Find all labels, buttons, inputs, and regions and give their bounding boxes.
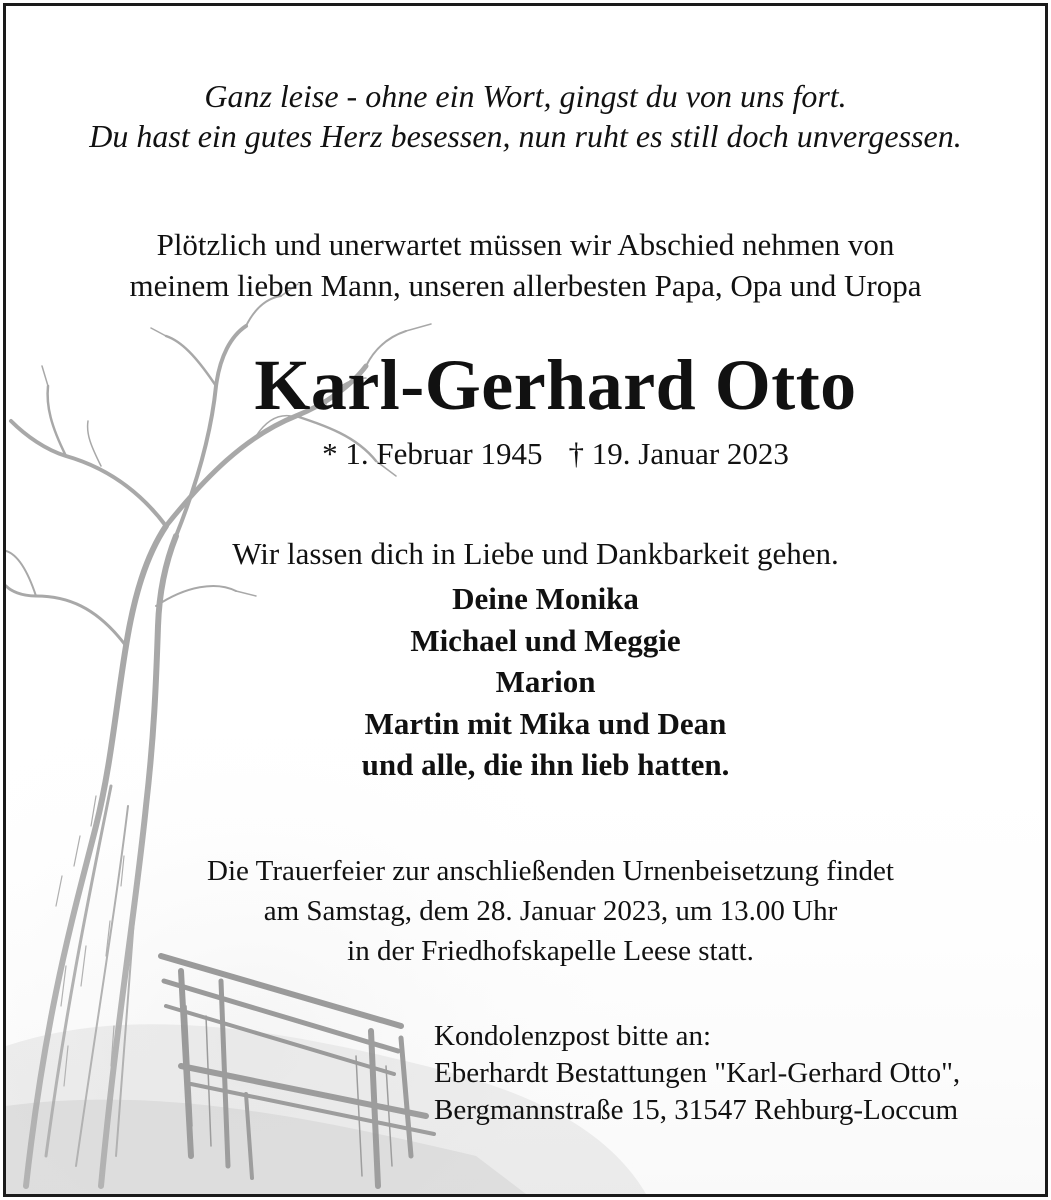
family-line-1: Deine Monika — [452, 581, 639, 616]
intro-line-1: Plötzlich und unerwartet müssen wir Abschied nehmen von — [156, 227, 895, 262]
motto-line-2: Du hast ein gutes Herz besessen, nun ruht es still doch unvergessen. — [89, 118, 962, 154]
obituary-frame — [3, 3, 1048, 1197]
family-line-4: Martin mit Mika und Dean — [364, 705, 727, 741]
family-line-5: und alle, die ihn lieb hatten. — [361, 747, 730, 782]
service-line-3: in der Friedhofskapelle Leese statt. — [347, 935, 754, 967]
birth-date: * 1. Februar 1945 — [322, 436, 543, 471]
intro-line-2: meinem lieben Mann, unseren allerbesten Papa, Opa und Uropa — [129, 268, 922, 303]
farewell-text: Wir lassen dich in Liebe und Dankbarkeit gehen. — [232, 536, 839, 571]
intro-text — [6, 224, 1045, 306]
family-signatures — [6, 578, 1045, 786]
condolence-line-2: Eberhardt Bestattungen "Karl-Gerhard Otto", — [434, 1057, 961, 1089]
funeral-service-info — [6, 851, 1045, 971]
family-line-3: Marion — [495, 664, 596, 699]
life-dates — [6, 434, 1045, 474]
family-line-2: Michael und Meggie — [410, 622, 681, 658]
condolence-line-1: Kondolenzpost bitte an: — [434, 1020, 712, 1052]
service-line-1: Die Trauerfeier zur anschließenden Urnenbeisetzung findet — [207, 855, 894, 887]
motto-verse — [6, 76, 1045, 156]
service-line-2: am Samstag, dem 28. Januar 2023, um 13.00 Uhr — [263, 895, 838, 927]
motto-line-1: Ganz leise - ohne ein Wort, gingst du von uns fort. — [204, 78, 847, 114]
deceased-name: Karl-Gerhard Otto — [254, 345, 857, 425]
death-date: † 19. Januar 2023 — [568, 436, 789, 471]
condolence-line-3: Bergmannstraße 15, 31547 Rehburg-Loccum — [434, 1094, 959, 1126]
condolence-address — [434, 1018, 960, 1129]
